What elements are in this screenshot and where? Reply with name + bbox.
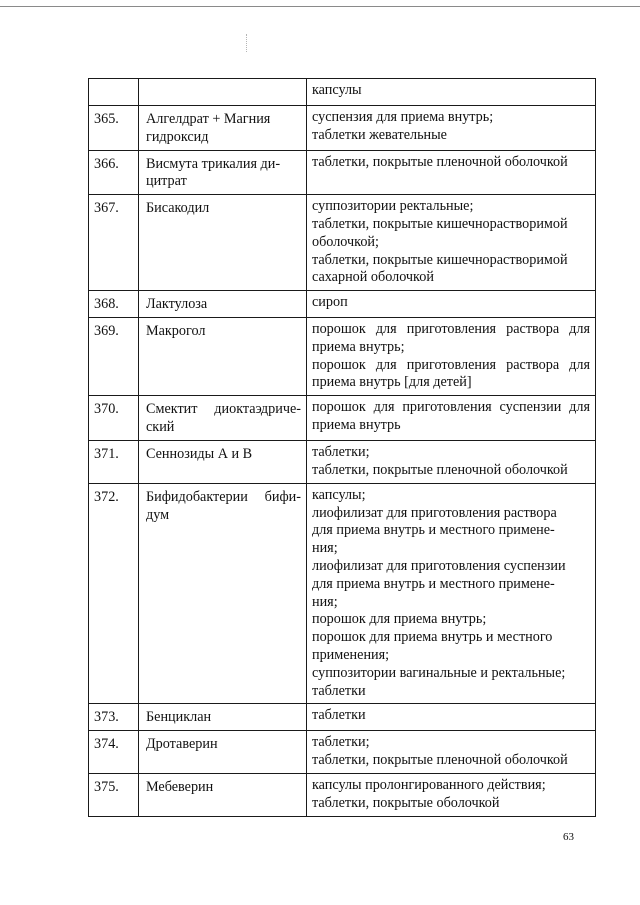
row-number-cell: 366.: [89, 150, 139, 195]
drug-name-cell: [139, 150, 307, 195]
drug-name-line: гидроксид: [146, 128, 209, 145]
drug-name-cell: [139, 704, 307, 731]
drug-name-cell: [139, 483, 307, 704]
dosage-form-line: капсулы пролонгированного действия;: [312, 777, 546, 794]
dosage-form-line: для приема внутрь и местного примене-: [312, 522, 555, 539]
dosage-form-cell: [307, 195, 596, 291]
row-number-cell: 371.: [89, 440, 139, 483]
drug-name-line: Дротаверин: [146, 736, 218, 753]
table-body: [89, 79, 596, 817]
row-number-cell: 373.: [89, 704, 139, 731]
dosage-form-line: капсулы: [312, 82, 362, 98]
row-number-cell: 369.: [89, 317, 139, 395]
row-number-cell: 372.: [89, 483, 139, 704]
dosage-form-line: порошок для приема внутрь и местного: [312, 629, 553, 646]
drug-name-cell: [139, 440, 307, 483]
drug-name-line: Макрогол: [146, 322, 206, 339]
scan-top-edge: [0, 6, 640, 7]
table-row: [89, 704, 596, 731]
dosage-form-cell: [307, 774, 596, 817]
dosage-form-line: таблетки, покрытые оболочкой: [312, 794, 500, 811]
drug-name-line: Смектит диоктаэдриче-: [146, 401, 301, 418]
table-row: [89, 150, 596, 195]
drug-name-line: цитрат: [146, 173, 187, 190]
dosage-form-line: таблетки;: [312, 443, 370, 460]
dosage-form-cell: [307, 317, 596, 395]
drug-name-line: Алгелдрат + Магния: [146, 111, 271, 127]
dosage-form-line: лиофилизат для приготовления раствора: [312, 504, 557, 521]
dosage-form-line: суппозитории ректальные;: [312, 198, 474, 215]
page-number: 63: [563, 831, 574, 843]
drug-name-cell: [139, 774, 307, 817]
dosage-form-line: порошок для приема внутрь;: [312, 611, 487, 628]
scan-artifact-mark: [246, 34, 248, 52]
dosage-form-cell: [307, 483, 596, 704]
dosage-form-line: порошок для приготовления раствора для: [312, 356, 590, 373]
row-number-cell: 375.: [89, 774, 139, 817]
dosage-form-line: приема внутрь;: [312, 338, 405, 355]
table-row: [89, 79, 596, 106]
drug-name-line: Бифидобактерии бифи-: [146, 488, 301, 505]
row-number-cell: 367.: [89, 195, 139, 291]
dosage-form-line: таблетки: [312, 682, 366, 699]
dosage-form-cell: [307, 79, 596, 106]
dosage-form-cell: [307, 396, 596, 441]
dosage-form-line: таблетки, покрытые пленочной оболочкой: [312, 751, 568, 768]
drug-name-cell: [139, 396, 307, 441]
dosage-form-line: таблетки;: [312, 734, 370, 751]
dosage-form-line: порошок для приготовления раствора для: [312, 320, 590, 337]
drug-name-cell: [139, 79, 307, 106]
row-number-cell: 365.: [89, 106, 139, 151]
dosage-form-line: для приема внутрь и местного примене-: [312, 575, 555, 592]
drug-name-cell: [139, 195, 307, 291]
dosage-form-line: применения;: [312, 646, 390, 663]
dosage-form-line: суппозитории вагинальные и ректальные;: [312, 664, 566, 681]
drug-list-table: [88, 78, 596, 817]
drug-name-line: Бисакодил: [146, 200, 210, 217]
drug-name-line: Мебеверин: [146, 779, 214, 796]
table-row: [89, 106, 596, 151]
row-number-cell: [89, 79, 139, 106]
drug-name-line: дум: [146, 506, 170, 523]
row-number-cell: 374.: [89, 731, 139, 774]
dosage-form-line: приема внутрь: [312, 416, 401, 433]
table-row: [89, 483, 596, 704]
dosage-form-line: таблетки, покрытые пленочной оболочкой: [312, 461, 568, 478]
dosage-form-cell: [307, 440, 596, 483]
dosage-form-line: таблетки, покрытые пленочной оболочкой: [312, 153, 568, 170]
dosage-form-cell: [307, 150, 596, 195]
table-row: [89, 731, 596, 774]
dosage-form-cell: [307, 731, 596, 774]
dosage-form-cell: [307, 106, 596, 151]
dosage-form-cell: [307, 704, 596, 731]
dosage-form-line: оболочкой;: [312, 233, 379, 250]
dosage-form-line: суспензия для приема внутрь;: [312, 109, 494, 125]
drug-name-line: Лактулоза: [146, 296, 208, 313]
dosage-form-line: сахарной оболочкой: [312, 269, 434, 286]
drug-name-line: ский: [146, 418, 175, 435]
row-number-cell: 368.: [89, 291, 139, 318]
dosage-form-line: таблетки жевательные: [312, 126, 447, 143]
dosage-form-cell: [307, 291, 596, 318]
dosage-form-line: приема внутрь [для детей]: [312, 374, 472, 391]
dosage-form-line: таблетки: [312, 707, 366, 724]
dosage-form-line: капсулы;: [312, 486, 366, 503]
table-row: [89, 195, 596, 291]
drug-name-line: Висмута трикалия ди-: [146, 155, 281, 172]
dosage-form-line: таблетки, покрытые кишечнорастворимой: [312, 251, 568, 268]
table-row: [89, 396, 596, 441]
drug-name-cell: [139, 291, 307, 318]
drug-name-cell: [139, 731, 307, 774]
drug-name-cell: [139, 317, 307, 395]
drug-name-line: Сеннозиды А и В: [146, 445, 253, 462]
table-row: [89, 317, 596, 395]
dosage-form-line: ния;: [312, 540, 338, 557]
drug-name-line: Бенциклан: [146, 709, 212, 726]
dosage-form-line: порошок для приготовления суспензии для: [312, 399, 590, 416]
row-number-cell: 370.: [89, 396, 139, 441]
dosage-form-line: сироп: [312, 294, 348, 311]
dosage-form-line: лиофилизат для приготовления суспензии: [312, 557, 566, 574]
table-row: [89, 291, 596, 318]
dosage-form-line: ния;: [312, 593, 338, 610]
table-row: [89, 774, 596, 817]
dosage-form-line: таблетки, покрытые кишечнорастворимой: [312, 215, 568, 232]
table-row: [89, 440, 596, 483]
drug-name-cell: [139, 106, 307, 151]
